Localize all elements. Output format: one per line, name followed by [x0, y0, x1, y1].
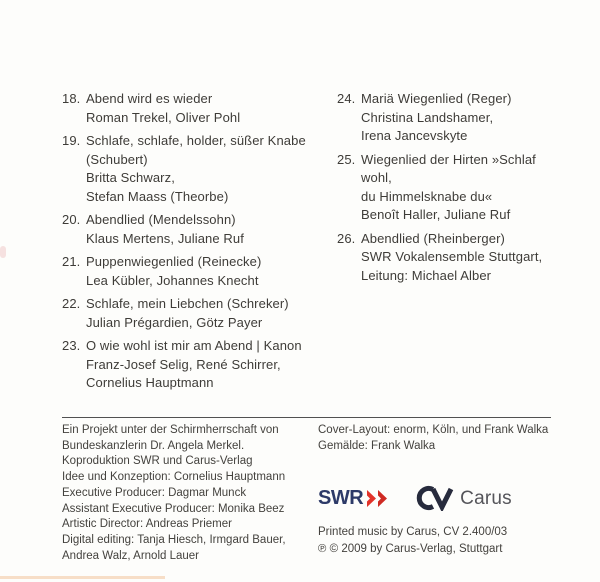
track-title: Abend wird es wieder: [86, 91, 213, 106]
credits-production: [62, 423, 324, 564]
track-title: Schlafe, schlafe, holder, süßer Knabe: [86, 133, 306, 148]
track-artists: Lea Kübler, Johannes Knecht: [86, 272, 259, 288]
track-artists: Julian Prégardien, Götz Payer: [86, 314, 263, 330]
carus-cv-monogram-icon: [412, 485, 454, 511]
track-title: Mariä Wiegenlied (Reger): [361, 91, 512, 106]
track-artists: Irena Jancevskyte: [361, 128, 468, 143]
credit-line: Gemälde: Frank Walka: [318, 439, 436, 452]
credit-line: Executive Producer: Dagmar Munck: [62, 486, 247, 499]
separator-rule: [62, 417, 551, 418]
track-artists: SWR Vokalensemble Stuttgart,: [361, 249, 543, 264]
track-title: Puppenwiegenlied (Reinecke): [86, 254, 262, 269]
track-title: Abendlied (Rheinberger): [361, 230, 505, 246]
track-item: [337, 230, 562, 286]
track-number: 20.: [62, 212, 81, 227]
imprint-line: ℗ © 2009 by Carus-Verlag, Stuttgart: [318, 542, 503, 555]
track-artists: Stefan Maass (Theorbe): [86, 188, 229, 204]
credit-line: Bundeskanzlerin Dr. Angela Merkel.: [62, 439, 245, 452]
track-artists: Britta Schwarz,: [86, 170, 175, 185]
carus-logo-text: Carus: [460, 487, 512, 509]
tracklist-column-right: [337, 90, 562, 398]
track-title: O wie wohl ist mir am Abend | Kanon: [86, 338, 302, 353]
scan-smudge-artifact: [0, 246, 6, 258]
track-title: Schlafe, mein Liebchen (Schreker): [86, 296, 289, 311]
track-title: Wiegenlied der Hirten »Schlaf wohl,: [361, 151, 536, 185]
credit-line: Ein Projekt unter der Schirmherrschaft von: [62, 424, 279, 436]
track-number: 19.: [62, 133, 81, 148]
track-number: 26.: [337, 230, 356, 246]
credit-line: Idee und Konzeption: Cornelius Hauptmann: [62, 471, 286, 484]
imprint: [318, 524, 570, 557]
swr-logo-text: SWR: [318, 486, 364, 509]
track-artists: Roman Trekel, Oliver Pohl: [86, 109, 241, 125]
track-number: 18.: [62, 91, 81, 106]
swr-logo: [318, 486, 390, 509]
track-title: du Himmelsknabe du«: [361, 188, 493, 204]
track-number: 24.: [337, 91, 356, 106]
track-composer: (Schubert): [86, 151, 148, 167]
track-item: [62, 132, 337, 206]
track-artists: Klaus Mertens, Juliane Ruf: [86, 230, 244, 246]
credits-design: [318, 423, 570, 557]
scan-edge-artifact: [0, 576, 165, 579]
credit-line: Artistic Director: Andreas Priemer: [62, 518, 232, 531]
track-number: 23.: [62, 338, 81, 353]
tracklist-column-left: [62, 90, 337, 398]
credit-line: Digital editing: Tanja Hiesch, Irmgard Bauer,: [62, 533, 286, 546]
track-item: [62, 337, 337, 393]
carus-logo: [412, 485, 512, 511]
track-number: 22.: [62, 296, 81, 311]
swr-double-chevron-icon: [366, 490, 390, 507]
track-number: 21.: [62, 254, 81, 269]
track-artists: Cornelius Hauptmann: [86, 375, 214, 390]
track-item: [337, 90, 562, 146]
imprint-line: Printed music by Carus, CV 2.400/03: [318, 526, 508, 539]
track-item: [62, 211, 337, 248]
track-item: [62, 253, 337, 290]
track-number: 25.: [337, 151, 356, 167]
track-item: [337, 151, 562, 225]
tracklist: [62, 90, 562, 398]
track-item: [62, 295, 337, 332]
track-artists: Franz-Josef Selig, René Schirrer,: [86, 356, 281, 372]
credit-line: Andrea Walz, Arnold Lauer: [62, 549, 200, 562]
track-title: Abendlied (Mendelssohn): [86, 212, 236, 227]
track-item: [62, 90, 337, 127]
credit-line: Koproduktion SWR und Carus-Verlag: [62, 455, 253, 468]
publisher-logos: [318, 485, 570, 511]
credit-line: Assistant Executive Producer: Monika Beez: [62, 502, 285, 515]
track-artists: Christina Landshamer,: [361, 109, 494, 125]
credit-line: Cover-Layout: enorm, Köln, und Frank Walka: [318, 424, 549, 436]
track-artists: Benoît Haller, Juliane Ruf: [361, 207, 511, 222]
track-conductor: Leitung: Michael Alber: [361, 267, 492, 283]
